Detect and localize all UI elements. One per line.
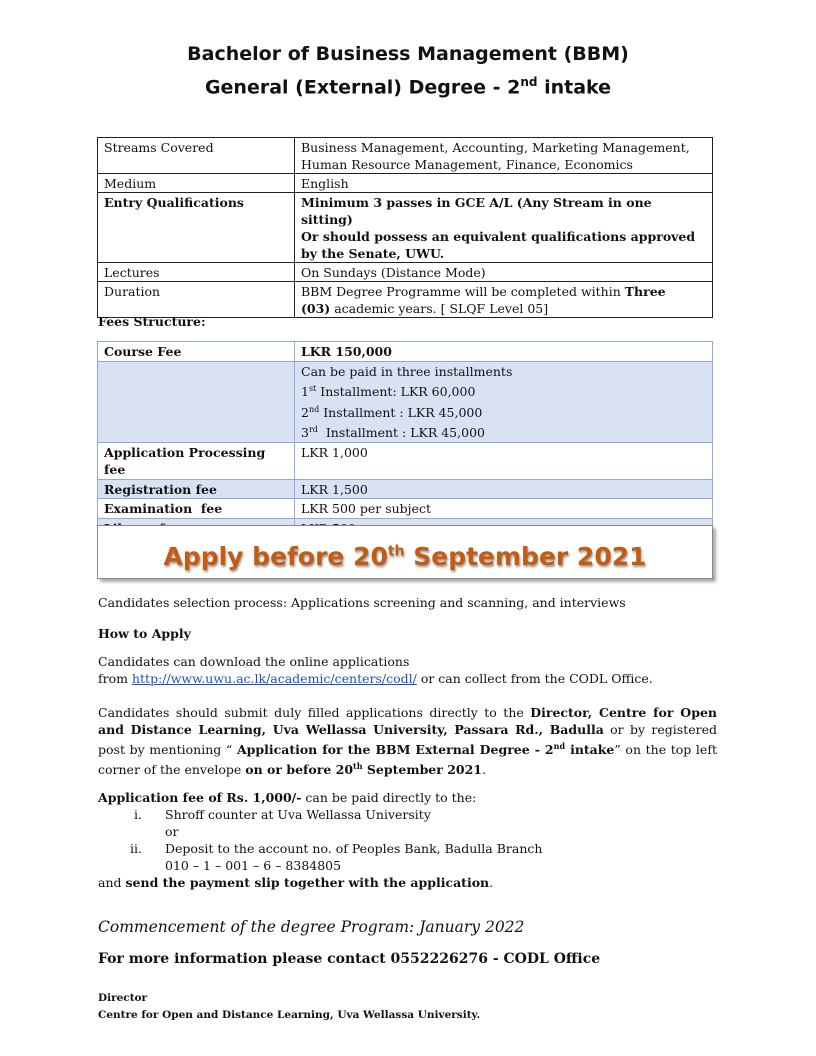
payment-slip-note: and send the payment slip together with the application. xyxy=(98,875,494,890)
course-fee-value: LKR 150,000 xyxy=(295,342,713,362)
streams-label: Streams Covered xyxy=(98,138,295,174)
entry-qualifications-label: Entry Qualifications xyxy=(98,193,295,263)
table-row xyxy=(98,479,713,499)
lectures-value: On Sundays (Distance Mode) xyxy=(295,263,713,282)
table-row xyxy=(98,193,713,263)
document-title-line2: General (External) Degree - 2nd intake xyxy=(204,75,612,99)
contact-info: For more information please contact 0552226276 - CODL Office xyxy=(98,951,601,967)
signature-organization: Centre for Open and Distance Learning, Uva Wellassa University. xyxy=(98,1009,481,1021)
fee-value: LKR 1,500 xyxy=(295,479,713,499)
streams-value: Business Management, Accounting, Marketing Management, Human Resource Management, Finance, Economics xyxy=(295,138,713,174)
programme-info-table xyxy=(97,137,713,318)
table-row xyxy=(98,263,713,282)
fees-table xyxy=(97,341,713,538)
medium-value: English xyxy=(295,174,713,193)
payment-option-number: i. xyxy=(134,807,142,822)
duration-label: Duration xyxy=(98,282,295,318)
table-row xyxy=(98,174,713,193)
apply-deadline-banner xyxy=(97,525,713,579)
table-row xyxy=(98,499,713,519)
codl-url-link[interactable]: http://www.uwu.ac.lk/academic/centers/codl/ xyxy=(131,671,417,686)
installments-value: Can be paid in three installments 1st Installment: LKR 60,000 2nd Installment : LKR 45,000 3rd Installment : LKR 45,000 xyxy=(295,361,713,442)
apply-deadline-text: Apply before 20th September 2021 xyxy=(163,542,647,572)
table-row xyxy=(98,138,713,174)
fees-structure-heading: Fees Structure: xyxy=(98,314,206,329)
table-row xyxy=(98,342,713,362)
course-fee-label: Course Fee xyxy=(98,342,295,362)
signature-title: Director xyxy=(98,992,148,1004)
selection-process-text: Candidates selection process: Applications screening and scanning, and interviews xyxy=(98,595,626,610)
document-title-line1: Bachelor of Business Management (BBM) xyxy=(187,43,629,65)
fee-label: Application Processing fee xyxy=(98,442,295,479)
how-to-apply-heading: How to Apply xyxy=(98,626,191,641)
fee-value: LKR 1,000 xyxy=(295,442,713,479)
payment-or-text: or xyxy=(165,824,179,839)
payment-option-number: ii. xyxy=(130,841,142,856)
lectures-label: Lectures xyxy=(98,263,295,282)
table-row xyxy=(98,282,713,318)
bank-account-number: 010 – 1 – 001 – 6 – 8384805 xyxy=(165,858,342,873)
fee-label: Examination fee xyxy=(98,499,295,519)
duration-value: BBM Degree Programme will be completed within Three (03) academic years. [ SLQF Level 05] xyxy=(295,282,713,318)
payment-instructions: Application fee of Rs. 1,000/- can be paid directly to the: xyxy=(98,790,477,805)
fee-value: LKR 500 per subject xyxy=(295,499,713,519)
table-row xyxy=(98,442,713,479)
medium-label: Medium xyxy=(98,174,295,193)
installments-empty-cell xyxy=(98,361,295,442)
fee-label: Registration fee xyxy=(98,479,295,499)
submission-instructions: Candidates should submit duly filled applications directly to the Director, Centre for Open and Distance Learning, Uva Wellassa University, Passara Rd., Badulla or by registered post by mentioning “ Application for the BBM External Degree - 2nd intake” on the top left corner of the envelope on or before 20th September 2021. xyxy=(98,705,717,778)
download-instructions: Candidates can download the online applications from http://www.uwu.ac.lk/academic/centers/codl/ or can collect from the CODL Office. xyxy=(98,654,653,686)
table-row xyxy=(98,361,713,442)
entry-qualifications-value: Minimum 3 passes in GCE A/L (Any Stream in one sitting) Or should possess an equivalent qualifications approved by the Senate, UWU. xyxy=(295,193,713,263)
commencement-text: Commencement of the degree Program: January 2022 xyxy=(98,918,525,936)
payment-option-shroff: Shroff counter at Uva Wellassa University xyxy=(165,807,431,822)
payment-option-bank: Deposit to the account no. of Peoples Bank, Badulla Branch xyxy=(165,841,543,856)
